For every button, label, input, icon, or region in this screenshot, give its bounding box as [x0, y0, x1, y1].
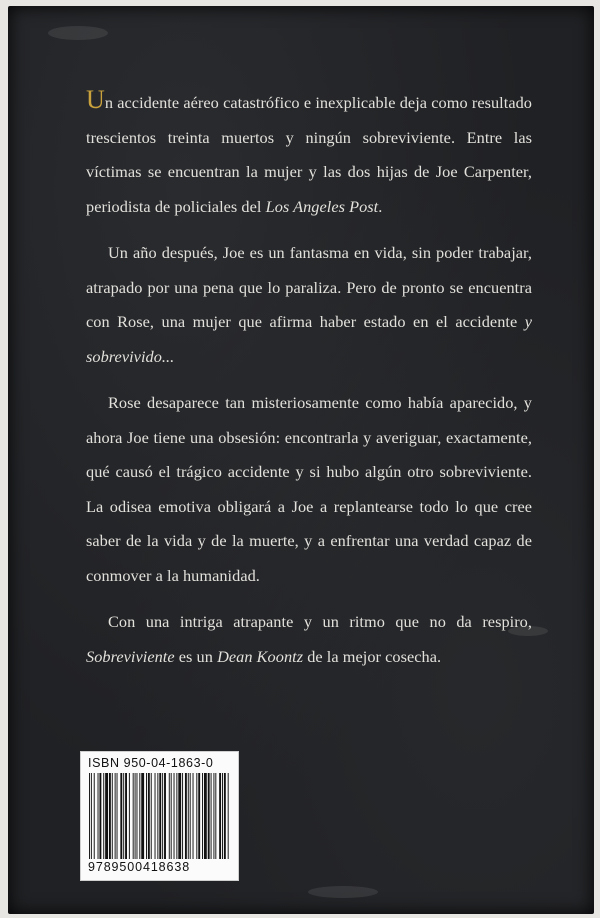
- barcode-bar: [178, 773, 181, 859]
- barcode-bar: [164, 773, 166, 859]
- synopsis: [86, 86, 532, 686]
- barcode-bar: [117, 773, 118, 859]
- synopsis-paragraph-2: [86, 236, 532, 374]
- barcode-bar: [169, 773, 170, 859]
- ean-number: 9789500418638: [88, 860, 191, 874]
- barcode-bar: [146, 773, 147, 859]
- barcode-bar: [133, 773, 134, 859]
- barcode-bar: [188, 773, 189, 859]
- barcode-bar: [196, 773, 197, 859]
- barcode-bar: [89, 773, 90, 859]
- barcode-bar: [103, 773, 104, 859]
- barcode-bar: [125, 773, 127, 859]
- p1-end: .: [378, 196, 383, 216]
- barcode-bar: [115, 773, 116, 859]
- synopsis-paragraph-3: Rose desaparece tan misteriosamente como había aparecido, y ahora Joe tiene una obsesión: encontrarla y averiguar, exactamente, qué causó el trágico accidente y si hubo algún otro sobreviviente. La odisea emotiva obligará a Joe a replantearse todo lo que cree saber de la vida y de la muerte, y a enfrentar una verdad capaz de conmover a la humanidad.: [86, 393, 532, 585]
- barcode-bar: [91, 773, 92, 859]
- barcode-bar: [137, 773, 138, 859]
- barcode-bar: [123, 773, 124, 859]
- barcode-bar: [155, 773, 156, 859]
- barcode-bar: [157, 773, 158, 859]
- barcode-bar: [202, 773, 203, 859]
- barcode-label: [80, 751, 239, 881]
- barcode-bar: [208, 773, 210, 859]
- barcode-bar: [213, 773, 214, 859]
- barcode-bar: [211, 773, 212, 859]
- author-name: Dean Koontz: [217, 646, 304, 666]
- barcode-bar: [135, 773, 136, 859]
- barcode-bar: [215, 773, 216, 859]
- barcode-bar: [193, 773, 194, 859]
- synopsis-paragraph-1: [86, 86, 532, 224]
- barcode-bar: [219, 773, 221, 859]
- barcode-bar: [148, 773, 150, 859]
- barcode-bar: [139, 773, 140, 859]
- barcode-bar: [222, 773, 223, 859]
- p2-italic: y sobrevivido...: [86, 312, 532, 366]
- newspaper-name: Los Angeles Post: [265, 196, 379, 216]
- barcode-bar: [141, 773, 144, 859]
- barcode-bar: [198, 773, 200, 859]
- synopsis-paragraph-4: [86, 605, 532, 674]
- barcode-icon: [87, 773, 232, 859]
- barcode-bar: [109, 773, 111, 859]
- p2-text: Un año después, Joe es un fantasma en vida, sin poder trabajar, atrapado por una pena que lo paraliza. Pero de pronto se encuentra con Rose, una mujer que afirma haber estado en el accidente: [86, 243, 532, 331]
- barcode-bar: [98, 773, 99, 859]
- barcode-bar: [171, 773, 172, 859]
- book-title: Sobreviviente: [86, 646, 175, 666]
- barcode-bar: [120, 773, 122, 859]
- barcode-bar: [182, 773, 183, 859]
- barcode-bar: [151, 773, 152, 859]
- barcode-bar: [190, 773, 191, 859]
- barcode-bar: [176, 773, 177, 859]
- barcode-bar: [159, 773, 161, 859]
- wear-mark: [308, 886, 378, 898]
- barcode-bar: [224, 773, 226, 859]
- barcode-bar: [105, 773, 108, 859]
- p4-end: de la mejor cosecha.: [303, 646, 442, 666]
- barcode-bar: [204, 773, 207, 859]
- wear-mark: [48, 26, 108, 40]
- barcode-bar: [162, 773, 163, 859]
- barcode-bar: [99, 773, 101, 859]
- p4-text: Con una intriga atrapante y un ritmo que no da respiro,: [108, 612, 532, 631]
- p1-text: n accidente aéreo catastrófico e inexplicable deja como resultado trescientos treinta muertos y ningún sobreviviente. Entre las víctimas se encuentran la mujer y las dos hijas de Joe Carpenter, periodista de policiales del: [86, 93, 532, 216]
- barcode-bar: [228, 773, 229, 859]
- drop-cap: U: [86, 85, 105, 114]
- p4-text-2: es un: [174, 646, 218, 666]
- barcode-bar: [129, 773, 130, 859]
- barcode-bar: [185, 773, 187, 859]
- barcode-bar: [112, 773, 113, 859]
- barcode-bar: [94, 773, 95, 859]
- isbn-text: ISBN 950-04-1863-0: [88, 756, 214, 770]
- barcode-bar: [174, 773, 175, 859]
